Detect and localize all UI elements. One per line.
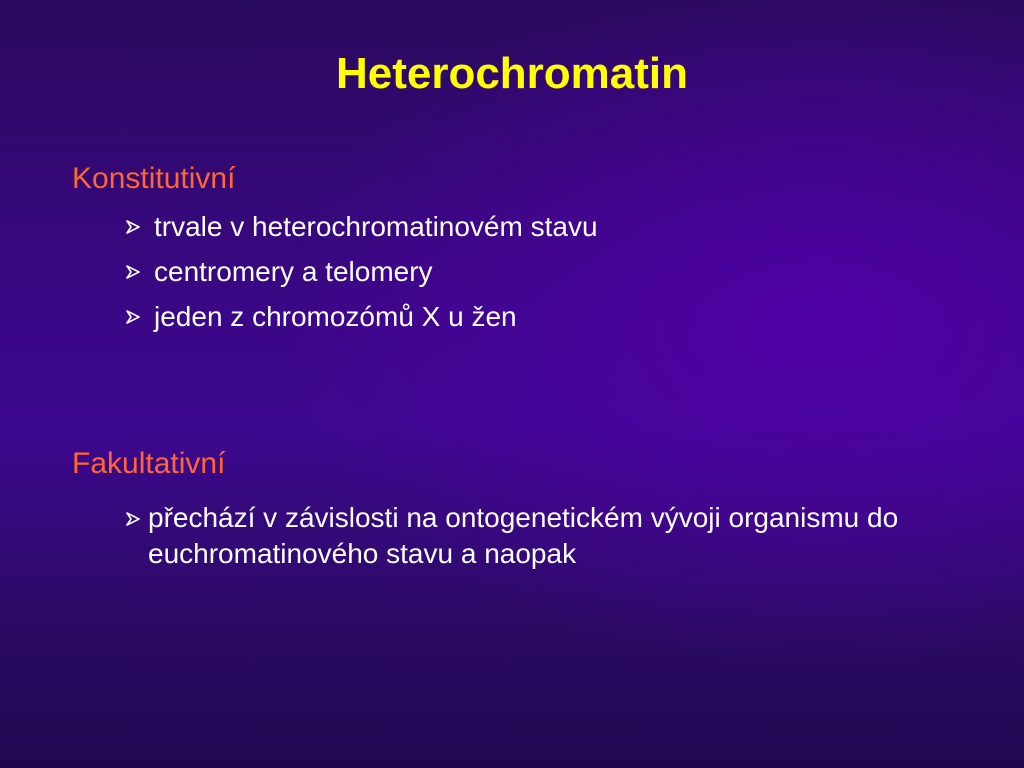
bullet-item [126, 210, 598, 244]
arrowhead-bullet-icon [126, 265, 140, 279]
section-heading-fakultativni: Fakultativní [72, 447, 226, 480]
bullet-text: centromery a telomery [154, 256, 433, 287]
slide-title: Heterochromatin [335, 49, 689, 98]
bullet-text: trvale v heterochromatinovém stavu [154, 211, 598, 242]
bullet-item [126, 300, 517, 334]
bullet-item [126, 255, 433, 289]
bullet-text: jeden z chromozómů X u žen [154, 301, 517, 332]
arrowhead-bullet-icon [126, 310, 140, 324]
section-heading-konstitutivni: Konstitutivní [72, 162, 236, 195]
arrowhead-bullet-icon [126, 512, 140, 526]
bullet-text: přechází v závislosti na ontogenetickém vývoji organismu do euchromatinového stavu a naopak [148, 502, 899, 569]
arrowhead-bullet-icon [126, 220, 140, 234]
bullet-item [126, 500, 916, 572]
